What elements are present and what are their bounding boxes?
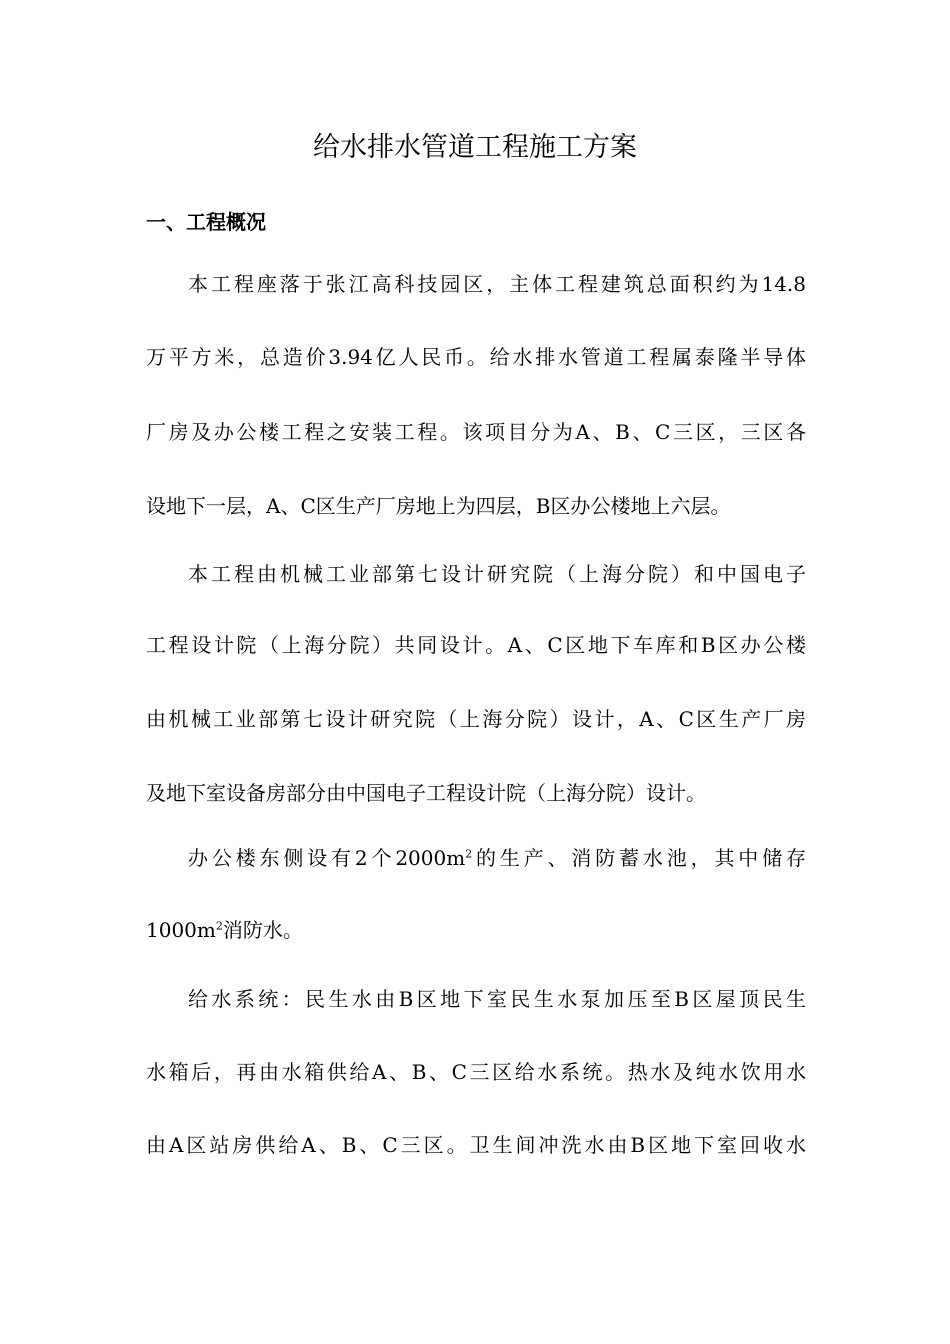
superscript: 2 [215, 919, 223, 933]
document-title: 给水排水管道工程施工方案 [313, 132, 637, 163]
paragraph-line: 工程设计院（上海分院）共同设计。A、C区地下车库和B区办公楼 [146, 633, 806, 657]
paragraph-line: 本工程由机械工业部第七设计研究院（上海分院）和中国电子 [188, 562, 806, 586]
paragraph-line: 及地下室设备房部分由中国电子工程设计院（上海分院）设计。 [146, 781, 706, 805]
paragraph-line: 给水系统：民生水由B区地下室民生水泵加压至B区屋顶民生 [188, 987, 806, 1011]
paragraph-line: 设地下一层，A、C区生产厂房地上为四层，B区办公楼地上六层。 [146, 494, 731, 518]
paragraph-line: 厂房及办公楼工程之安装工程。该项目分为A、B、C三区，三区各 [146, 420, 806, 444]
line-text: 消防水。 [222, 918, 303, 942]
paragraph-line: 由机械工业部第七设计研究院（上海分院）设计，A、C区生产厂房 [146, 707, 806, 731]
paragraph-line [146, 912, 806, 948]
paragraph-line: 万平方米，总造价3.94亿人民币。给水排水管道工程属泰隆半导体 [146, 345, 806, 369]
section-heading: 一、工程概况 [146, 210, 266, 234]
paragraph-line: 水箱后，再由水箱供给A、B、C三区给水系统。热水及纯水饮用水 [146, 1060, 806, 1084]
superscript: 2 [465, 847, 473, 861]
line-text: 1000m [146, 918, 216, 942]
paragraph-line [188, 840, 806, 876]
line-text: 办公楼东侧设有2个2000m [188, 846, 466, 870]
paragraph-line: 本工程座落于张江高科技园区，主体工程建筑总面积约为14.8 [188, 272, 806, 296]
paragraph-line: 由A区站房供给A、B、C三区。卫生间冲洗水由B区地下室回收水 [146, 1133, 806, 1157]
line-text: 的生产、消防蓄水池，其中储存 [472, 846, 806, 870]
